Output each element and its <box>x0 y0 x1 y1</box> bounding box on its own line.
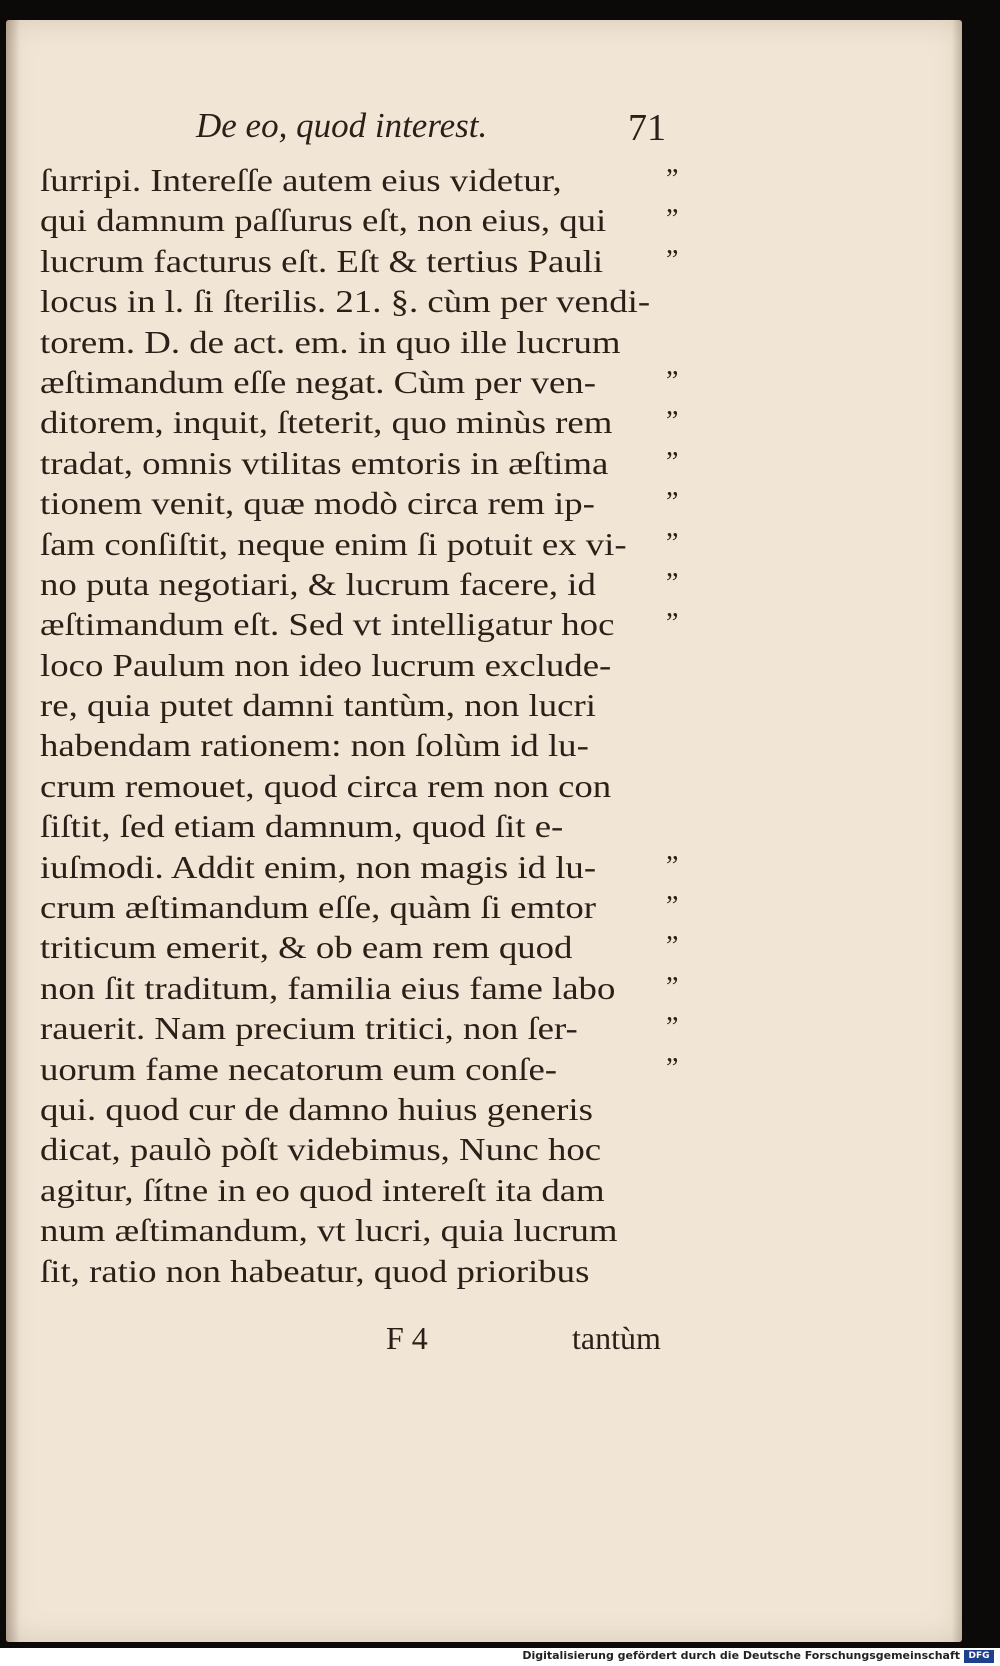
quote-mark: ” <box>666 446 679 478</box>
text-line-content: re, quia putet damni tantùm, non lucri <box>40 687 596 724</box>
quote-mark: ” <box>666 406 679 438</box>
text-line-content: æſtimandum eſſe negat. Cùm per ven- <box>40 363 596 400</box>
text-line <box>40 564 700 604</box>
funding-credit: Digitalisierung gefördert durch die Deutsche Forschungsgemeinschaft <box>522 1649 960 1662</box>
marginal-quote-marks <box>666 160 678 1291</box>
text-line <box>40 1089 700 1129</box>
text-line-content: non ſit traditum, familia eius fame labo <box>40 969 616 1006</box>
text-line-content: crum æſtimandum eſſe, quàm ſi emtor <box>40 889 596 926</box>
text-line <box>40 1170 700 1210</box>
text-line-content: lucrum facturus eſt. Eſt & tertius Pauli <box>40 242 604 279</box>
text-line <box>40 806 700 846</box>
text-line <box>40 645 700 685</box>
text-line-content: ſam conſiſtit, neque enim ſi potuit ex vi- <box>40 525 627 562</box>
quote-mark: ” <box>666 608 679 640</box>
running-head: De eo, quod interest. <box>196 106 488 145</box>
quote-mark <box>666 1129 678 1169</box>
text-line-content: dicat, paulò pòſt videbimus, Nunc hoc <box>40 1131 602 1168</box>
dfg-logo: DFG <box>964 1650 994 1663</box>
quote-mark: ” <box>666 244 679 276</box>
quote-mark: ” <box>666 931 679 963</box>
text-line-content: æſtimandum eſt. Sed vt intelligatur hoc <box>40 606 615 643</box>
text-line-content: crum remouet, quod circa rem non con <box>40 767 612 804</box>
book-page <box>6 20 962 1642</box>
quote-mark: ” <box>666 567 679 599</box>
page-edge-shadow <box>952 20 962 1642</box>
text-line-content: agitur, ſítne in eo quod intereſt ita dam <box>40 1171 605 1208</box>
text-line-content: iuſmodi. Addit enim, non magis id lu- <box>40 848 597 885</box>
quote-mark <box>666 806 678 846</box>
text-line <box>40 766 700 806</box>
text-line <box>40 685 700 725</box>
quote-mark <box>666 322 678 362</box>
text-line <box>40 1210 700 1250</box>
quote-mark: ” <box>666 204 679 236</box>
text-line-content: no puta negotiari, & lucrum facere, id <box>40 565 596 602</box>
quote-mark <box>666 1089 678 1129</box>
quote-mark <box>666 725 678 765</box>
text-line-content: qui damnum paſſurus eſt, non eius, qui <box>40 202 607 239</box>
digitization-footer <box>0 1648 1000 1666</box>
body-text <box>40 160 700 1291</box>
text-line <box>40 1008 700 1048</box>
quote-mark <box>666 281 678 321</box>
quote-mark <box>666 1170 678 1210</box>
text-line <box>40 887 700 927</box>
catchword: tantùm <box>572 1320 661 1356</box>
text-line-content: tradat, omnis vtilitas emtoris in æſtima <box>40 444 609 481</box>
text-line <box>40 402 700 442</box>
text-line-content: ditorem, inquit, ſteterit, quo minùs rem <box>40 404 613 441</box>
text-line <box>40 483 700 523</box>
quote-mark: ” <box>666 487 679 519</box>
text-line-content: loco Paulum non ideo lucrum exclude- <box>40 646 612 683</box>
quote-mark: ” <box>666 1012 679 1044</box>
text-line <box>40 1049 700 1089</box>
text-line-content: torem. D. de act. em. in quo ille lucrum <box>40 323 621 360</box>
quote-mark: ” <box>666 527 679 559</box>
text-line <box>40 1129 700 1169</box>
text-line <box>40 443 700 483</box>
text-line <box>40 604 700 644</box>
text-line-content: num æſtimandum, vt lucri, quia lucrum <box>40 1212 618 1249</box>
quote-mark <box>666 1210 678 1250</box>
quote-mark <box>666 685 678 725</box>
signature-mark: F 4 <box>386 1320 428 1356</box>
text-line <box>40 362 700 402</box>
quote-mark <box>666 1251 678 1291</box>
text-line <box>40 927 700 967</box>
page-number: 71 <box>628 107 666 149</box>
text-line <box>40 725 700 765</box>
text-line <box>40 847 700 887</box>
text-line-content: locus in l. ſi ſterilis. 21. §. cùm per vendi- <box>40 283 651 320</box>
quote-mark <box>666 766 678 806</box>
quote-mark: ” <box>666 365 679 397</box>
text-line-content: rauerit. Nam precium tritici, non ſer- <box>40 1010 578 1047</box>
text-line-content: uorum fame necatorum eum conſe- <box>40 1050 558 1087</box>
quote-mark: ” <box>666 891 679 923</box>
text-line-content: habendam rationem: non ſolùm id lu- <box>40 727 589 764</box>
text-line-content: qui. quod cur de damno huius generis <box>40 1090 593 1127</box>
quote-mark: ” <box>666 1052 679 1084</box>
quote-mark: ” <box>666 971 679 1003</box>
text-line <box>40 200 700 240</box>
text-line <box>40 968 700 1008</box>
quote-mark <box>666 645 678 685</box>
text-line <box>40 322 700 362</box>
text-line <box>40 281 700 321</box>
text-line <box>40 241 700 281</box>
text-line-content: ſurripi. Intereſſe autem eius videtur, <box>40 162 562 198</box>
quote-mark: ” <box>666 850 679 882</box>
text-line <box>40 524 700 564</box>
catchline <box>6 1320 706 1366</box>
text-line-content: ſit, ratio non habeatur, quod prioribus <box>40 1252 590 1289</box>
text-line <box>40 160 700 200</box>
text-line-content: ſiſtit, ſed etiam damnum, quod ſit e- <box>40 808 564 845</box>
text-line-content: triticum emerit, & ob eam rem quod <box>40 929 573 966</box>
text-line <box>40 1251 700 1291</box>
quote-mark: ” <box>666 164 679 195</box>
text-line-content: tionem venit, quæ modò circa rem ip- <box>40 485 595 522</box>
page-spine-shadow <box>6 20 20 1642</box>
